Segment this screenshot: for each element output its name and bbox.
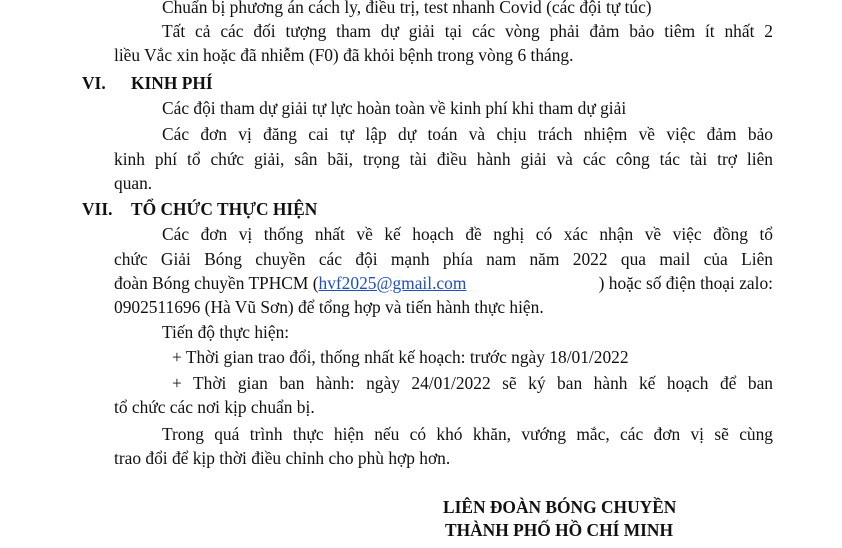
section-vi-para-2-line-3: quan. [114, 173, 153, 193]
section-vi-number: VI. [82, 73, 106, 93]
signature-line-1: LIÊN ĐOÀN BÓNG CHUYỀN [443, 497, 677, 517]
vaccine-line-1: Tất cả các đối tượng tham dự giải tại các vòng phải đảm bảo tiêm ít nhất 2 [162, 21, 773, 41]
vaccine-line-2: liều Vắc xin hoặc đã nhiễm (F0) đã khỏi bệnh trong vòng 6 tháng. [114, 45, 574, 65]
section-vi-para-2-line-1: Các đơn vị đăng cai tự lập dự toán và chịu trách nhiệm về việc đảm bảo [162, 124, 773, 144]
email-link[interactable]: hvf2025@gmail.com [318, 273, 467, 293]
section-vi-para-2-line-2: kinh phí tổ chức giải, sân bãi, trọng tài điều hành giải và các công tác tài trợ liên [114, 149, 773, 169]
section-vii-para-1-line-3 [114, 272, 773, 294]
progress-bullet-2-line-2: tổ chức các nơi kịp chuẩn bị. [114, 397, 315, 417]
section-vi-para-1: Các đội tham dự giải tự lực hoàn toàn về kinh phí khi tham dự giải [162, 98, 627, 118]
section-vii-title: TỔ CHỨC THỰC HIỆN [131, 199, 318, 219]
progress-bullet-2-line-1: + Thời gian ban hành: ngày 24/01/2022 sẽ ký ban hành kế hoạch để ban [172, 373, 773, 393]
section-vii-para-1-line-1: Các đơn vị thống nhất về kế hoạch đề nghị có xác nhận về việc đồng tổ [162, 224, 773, 244]
signature-line-2: THÀNH PHỐ HỒ CHÍ MINH [445, 520, 674, 540]
section-vii-para-1-line-4: 0902511696 (Hà Vũ Sơn) để tổng hợp và tiến hành thực hiện. [114, 297, 544, 317]
section-vii-para-1-line-2: chức Giải Bóng chuyền các đội mạnh phía nam năm 2022 qua mail của Liên [114, 249, 773, 269]
progress-bullet-1: + Thời gian trao đổi, thống nhất kế hoạch: trước ngày 18/01/2022 [172, 347, 629, 367]
section-vi-title: KINH PHÍ [131, 73, 213, 93]
progress-label: Tiến độ thực hiện: [162, 322, 290, 342]
line-3-before-text: đoàn Bóng chuyền TPHCM ( [114, 273, 319, 293]
line-3-after-text: ) hoặc số điện thoại zalo: [598, 273, 773, 293]
closing-line-1: Trong quá trình thực hiện nếu có khó khăn, vướng mắc, các đơn vị sẽ cùng [162, 424, 773, 444]
prep-line: Chuẩn bị phương án cách ly, điều trị, test nhanh Covid (các đội tự túc) [162, 0, 652, 17]
email-and-after [319, 272, 774, 294]
section-vii-number: VII. [82, 199, 113, 219]
closing-line-2: trao đổi để kịp thời điều chỉnh cho phù hợp hơn. [114, 448, 451, 468]
